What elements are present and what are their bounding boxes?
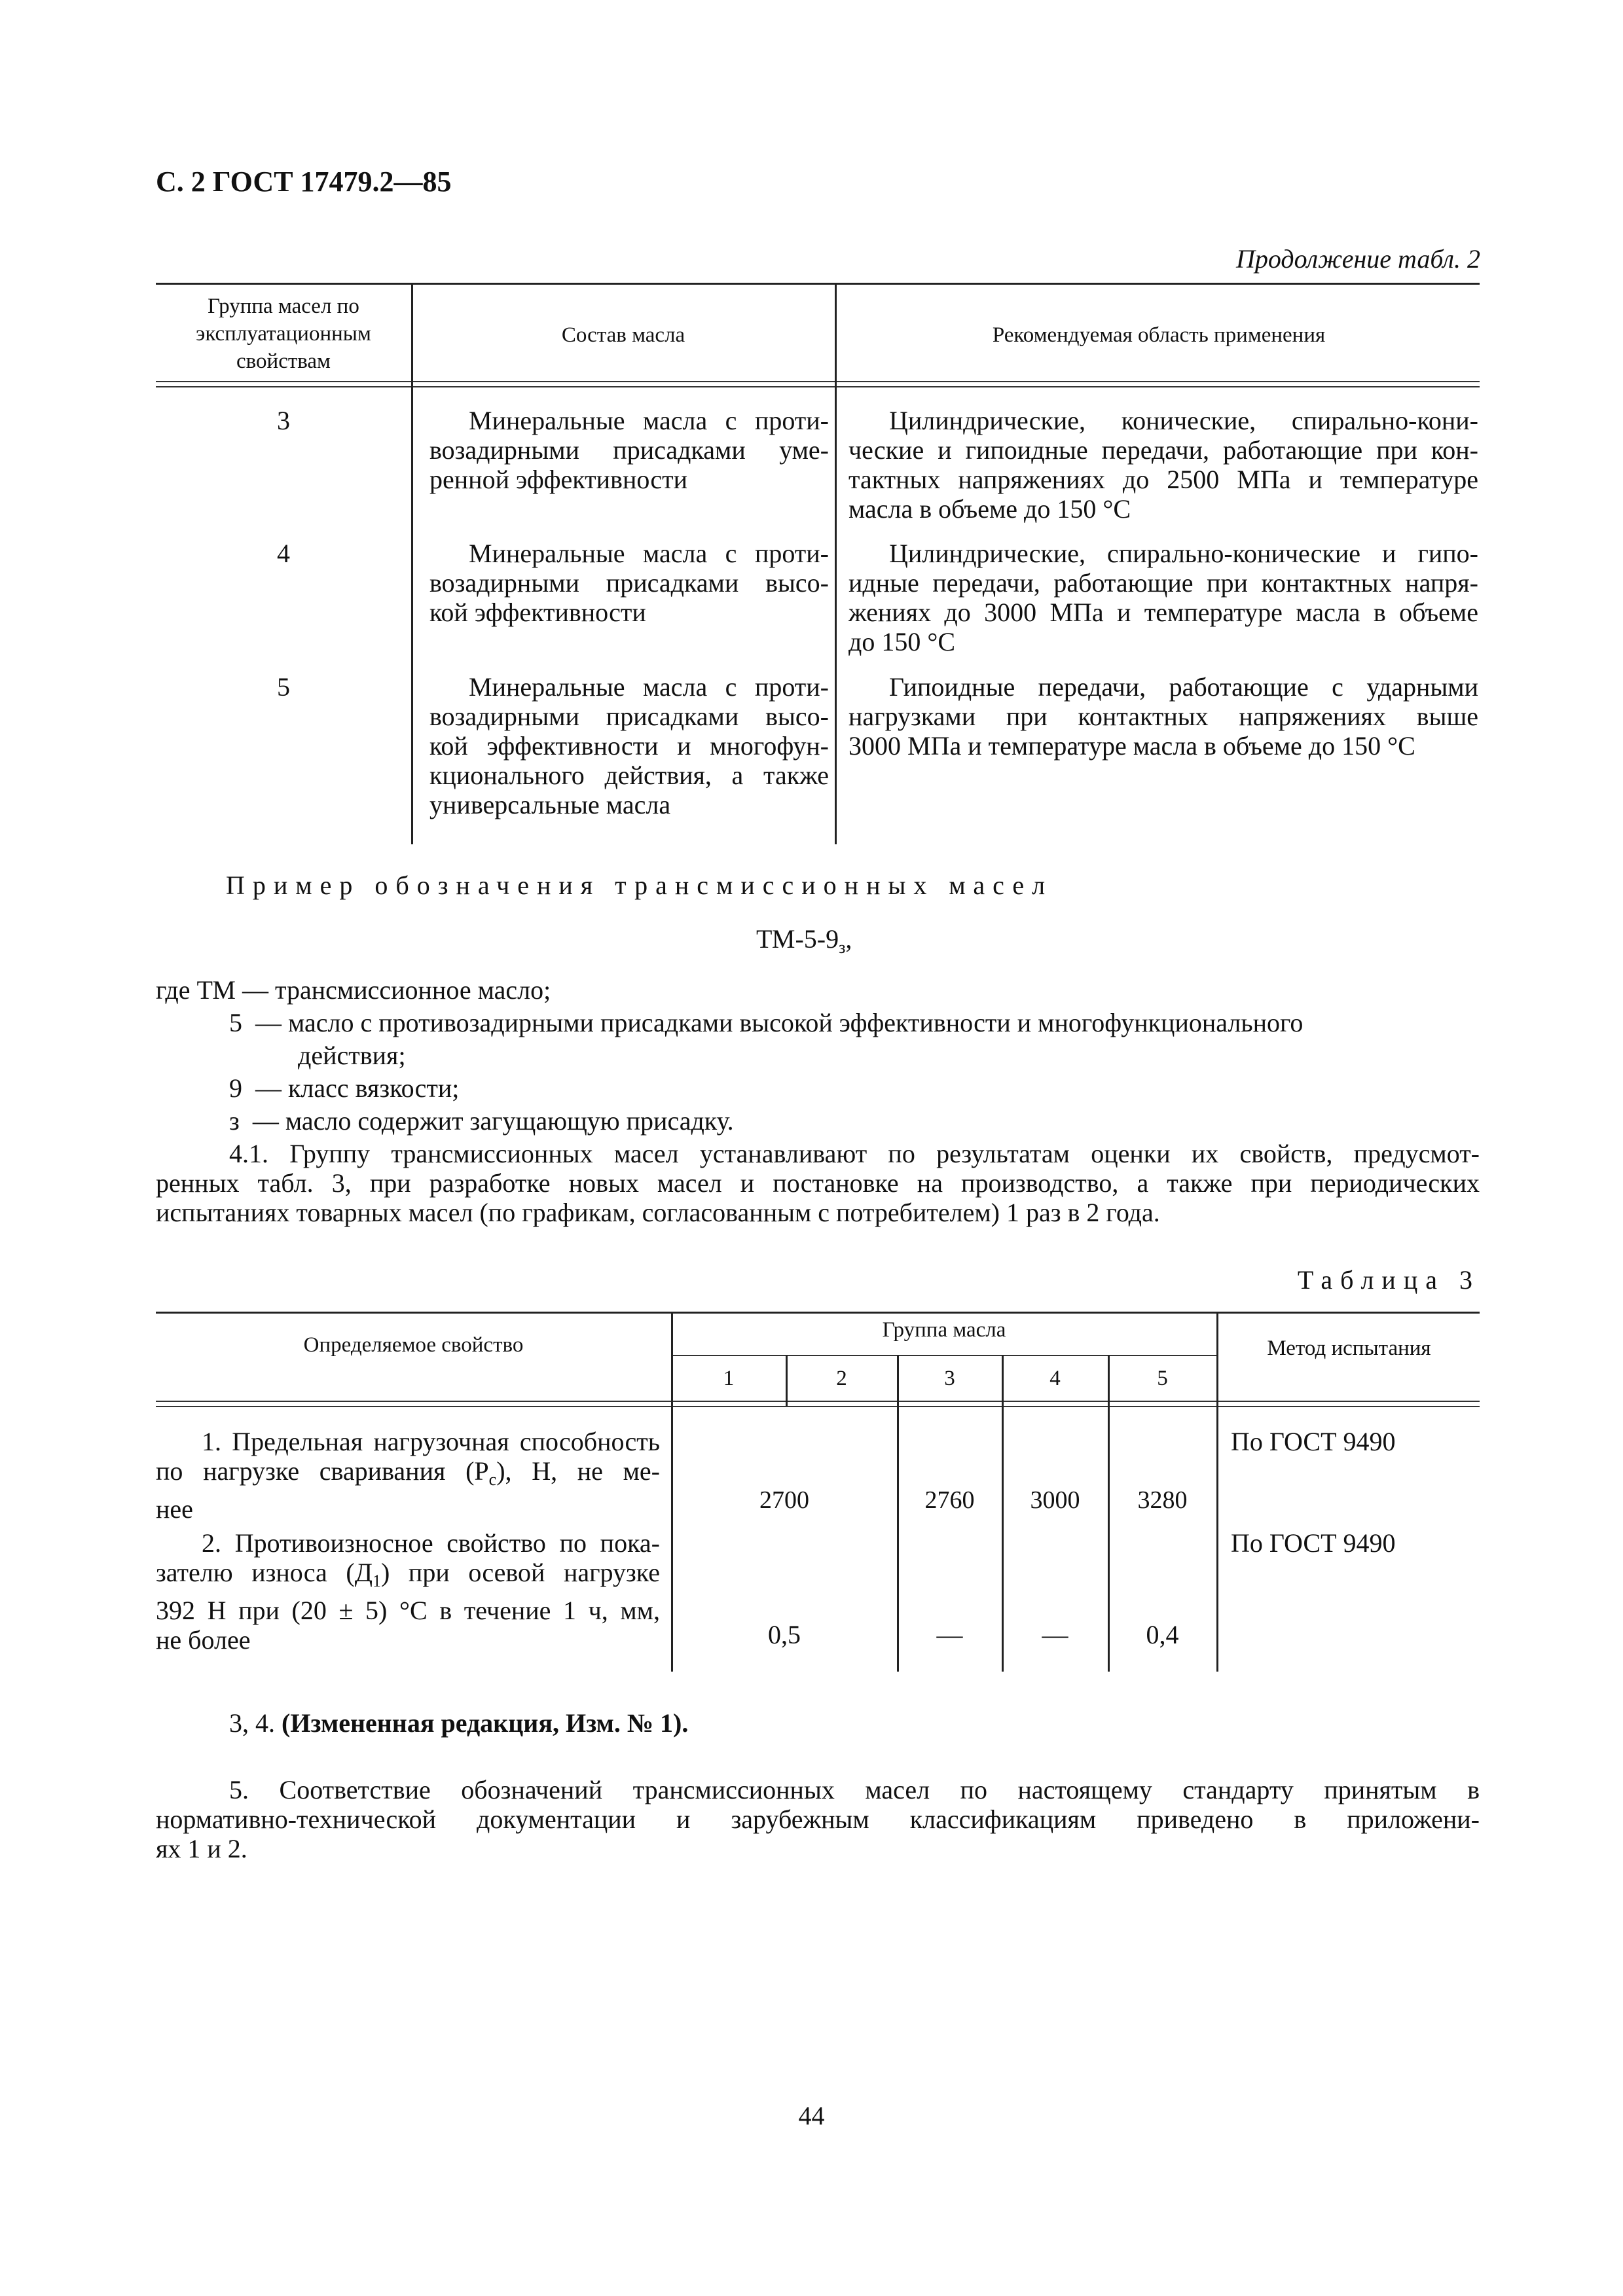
property-line: нее — [156, 1494, 193, 1524]
property-cell: 2. Противоизносное свойство по пока- зателю износа $(Д_1)$ при осевой нагрузке 392 Н при (20 ± 5) °С в течение 1 ч, мм, не более — [156, 1528, 660, 1655]
page-number: 44 — [798, 2101, 825, 2130]
example-designation: $ТМ-5-9_з$, — [756, 924, 852, 957]
application-line: до 150 °С — [848, 627, 956, 656]
composition-line: ренной эффективности — [429, 465, 687, 494]
document-header: С. 2 ГОСТ 17479.2—85 — [156, 166, 452, 198]
method-cell: По ГОСТ 9490 — [1231, 1427, 1396, 1456]
group-number: 4 — [277, 539, 290, 568]
paragraph-line: ях 1 и 2. — [156, 1834, 247, 1863]
header-group-line3: свойствам — [236, 350, 331, 373]
paragraph-5 — [156, 1775, 1480, 1863]
property-line: 392 Н при (20 ± 5) °С в течение 1 ч, мм, — [156, 1596, 660, 1625]
table-header-rule-double — [156, 1406, 1480, 1407]
application-line: нагрузками при контактных напряжениях выше — [848, 702, 1478, 731]
legend-item-continuation: действия; — [298, 1041, 406, 1070]
amendment-note: 3, 4. (Измененная редакция, Изм. № 1). — [229, 1708, 689, 1738]
composition-line: Минеральные масла с проти- — [469, 406, 829, 435]
composition-line: универсальные масла — [429, 790, 671, 819]
value-group-1-2: 2700 — [759, 1486, 809, 1514]
application-cell — [848, 672, 1478, 761]
paragraph-line: испытаниях товарных масел (по графикам, согласованным с потребителем) 1 раз в 2 года. — [156, 1198, 1160, 1227]
table-column-divider — [411, 283, 413, 844]
table-top-rule — [156, 283, 1480, 285]
table-header-rule-double — [156, 386, 1480, 387]
header-application: Рекомендуемая область применения — [992, 323, 1326, 347]
legend-item: з — масло содержит загущающую присадку. — [229, 1106, 734, 1136]
table-3-caption: Таблица 3 — [1297, 1265, 1480, 1295]
value-group-4: — — [1042, 1620, 1068, 1649]
application-line: ческие и гипоидные передачи, работающие при кон- — [848, 435, 1478, 465]
composition-line: возадирными присадками высо- — [429, 568, 829, 598]
header-method: Метод испытания — [1267, 1336, 1431, 1360]
header-group-line2: эксплуатационным — [196, 322, 371, 346]
header-group-number: 4 — [1049, 1367, 1061, 1390]
composition-cell — [429, 672, 829, 819]
paragraph-line: 5. Соответствие обозначений трансмиссионных масел по настоящему стандарту принятым в — [229, 1775, 1480, 1804]
application-line: 3000 МПа и температуре масла в объеме до 150 °С — [848, 731, 1415, 761]
application-line: Цилиндрические, конические, спирально-кони- — [889, 406, 1478, 435]
table-column-divider — [1216, 1312, 1218, 1672]
property-cell: 1. Предельная нагрузочная способность по нагрузке сваривания $(Р_с)$, Н, не ме- нее — [156, 1427, 660, 1524]
property-line: 2. Противоизносное свойство по пока- — [202, 1528, 660, 1558]
composition-cell — [429, 406, 829, 494]
application-line: масла в объеме до 150 °С — [848, 494, 1131, 524]
application-line: Цилиндрические, спирально-конические и гипо- — [889, 539, 1478, 568]
value-group-3: — — [936, 1620, 963, 1649]
table-column-divider — [835, 283, 837, 844]
header-group-number: 3 — [944, 1367, 955, 1390]
legend-item: 5 — масло с противозадирными присадками высокой эффективности и многофункционального — [229, 1008, 1304, 1037]
application-line: жениях до 3000 МПа и температуре масла в объеме — [848, 598, 1478, 627]
table-continuation-label: Продолжение табл. 2 — [1235, 244, 1480, 274]
composition-cell — [429, 539, 829, 627]
table-header-rule — [156, 381, 1480, 382]
composition-line: кой эффективности и многофун- — [429, 731, 829, 761]
value-group-5: 3280 — [1137, 1486, 1188, 1514]
composition-line: Минеральные масла с проти- — [469, 539, 829, 568]
property-line: не более — [156, 1625, 251, 1655]
value-group-3: 2760 — [924, 1486, 975, 1514]
group-number: 3 — [277, 406, 290, 435]
paragraph-line: нормативно-технической документации и зарубежным классификациям приведено в приложени- — [156, 1804, 1480, 1834]
table-header-rule — [156, 1401, 1480, 1402]
legend-item: где ТМ — трансмиссионное масло; — [156, 975, 551, 1005]
header-group-number: 5 — [1157, 1367, 1168, 1390]
value-group-4: 3000 — [1030, 1486, 1080, 1514]
paragraph-4-1 — [156, 1139, 1480, 1227]
legend-item: 9 — класс вязкости; — [229, 1073, 460, 1103]
header-composition: Состав масла — [561, 323, 685, 347]
group-subheader-rule — [671, 1355, 1216, 1356]
paragraph-line: 4.1. Группу трансмиссионных масел устанавливают по результатам оценки их свойств, предусмот- — [229, 1139, 1480, 1168]
composition-line: кционального действия, а также — [429, 761, 829, 790]
header-property: Определяемое свойство — [303, 1333, 524, 1357]
property-line: 1. Предельная нагрузочная способность — [202, 1427, 660, 1456]
composition-line: возадирными присадками высо- — [429, 702, 829, 731]
method-cell: По ГОСТ 9490 — [1231, 1528, 1396, 1558]
header-group: Группа масла — [882, 1318, 1006, 1342]
application-cell — [848, 406, 1478, 524]
paragraph-line: ренных табл. 3, при разработке новых масел и постановке на производство, а также при периодических — [156, 1168, 1480, 1198]
application-cell — [848, 539, 1478, 656]
example-heading: Пример обозначения трансмиссионных масел — [226, 870, 1053, 900]
application-line: идные передачи, работающие при контактных напря- — [848, 568, 1478, 598]
group-number: 5 — [277, 672, 290, 702]
composition-line: Минеральные масла с проти- — [469, 672, 829, 702]
header-group-number: 2 — [836, 1367, 847, 1390]
application-line: Гипоидные передачи, работающие с ударными — [889, 672, 1478, 702]
application-line: тактных напряжениях до 2500 МПа и температуре — [848, 465, 1478, 494]
header-group-number: 1 — [723, 1367, 735, 1390]
composition-line: возадирными присадками уме- — [429, 435, 829, 465]
value-group-1-2: 0,5 — [768, 1620, 801, 1649]
composition-line: кой эффективности — [429, 598, 646, 627]
header-group-line1: Группа масел по — [208, 295, 359, 318]
value-group-5: 0,4 — [1146, 1620, 1179, 1649]
table-top-rule — [156, 1312, 1480, 1314]
